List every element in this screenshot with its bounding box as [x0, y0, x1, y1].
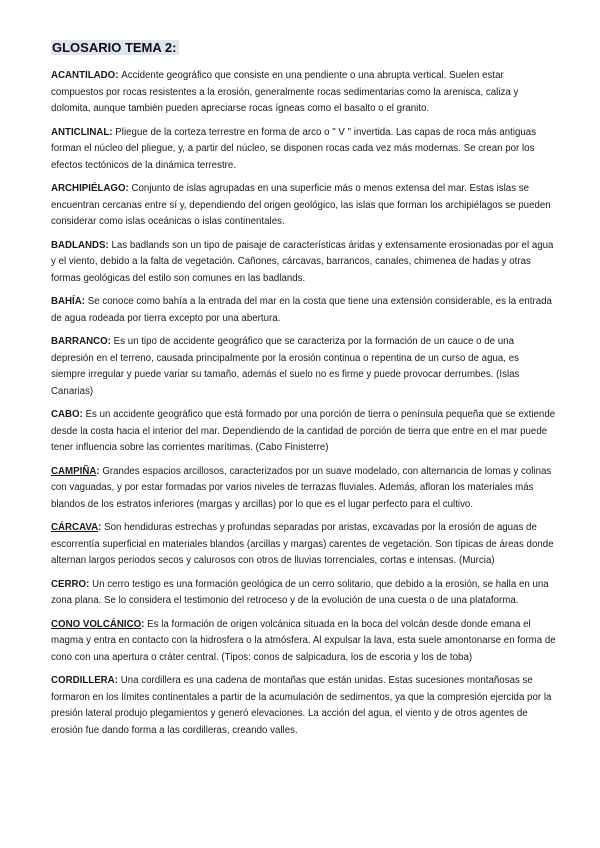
glossary-definition: Accidente geográfico que consiste en una pendiente o una abrupta vertical. Suelen estar compuestos por rocas resistentes a la erosión, generalmente rocas sedimentarias como la arenisca, caliza y dolomita, aunque también pueden apreciarse rocas ígneas como el basalto o el granito. [51, 70, 519, 114]
glossary-entry: BARRANCO: Es un tipo de accidente geográfico que se caracteriza por la formación de un cauce o de una depresión en el terreno, causada principalmente por la erosión continua o repentina de un curso de agua, es siempre irregular y puede variar su tamaño, además el suelo no es firme y puede provocar derrumbes. (Islas Canarias) [51, 336, 520, 397]
glossary-entry: BADLANDS: Las badlands son un tipo de paisaje de características áridas y extensamente erosionadas por el agua y el viento, debido a la falta de vegetación. Cañones, cárcavas, barrancos, canales, chimenea de hadas y otras formas geológicas del estilo son comunes en las badlands. [51, 239, 554, 284]
glossary-term: ACANTILADO [51, 70, 116, 81]
glossary-entry: CAMPIÑA: Grandes espacios arcillosos, caracterizados por un suave modelado, con alternancia de lomas y colinas con vaguadas, y por estar formadas por varios niveles de terrazas fluviales. Además, afloran los materiales más blandos de los estratos inferiores (margas y arcillas) por lo que es el lugar perfecto para el cultivo. [51, 465, 552, 510]
glossary-term: BARRANCO [51, 336, 108, 347]
glossary-entry: ACANTILADO: Accidente geográfico que consiste en una pendiente o una abrupta vertical. Suelen estar compuestos por rocas resistentes a la erosión, generalmente rocas sedimentarias como la arenisca, caliza y dolomita, aunque también pueden apreciarse rocas ígneas como el basalto o el granito. [51, 70, 519, 114]
glossary-definition: Grandes espacios arcillosos, caracterizados por un suave modelado, con alternancia de lomas y colinas con vaguadas, y por estar formadas por varios niveles de terrazas fluviales. Además, afloran los materiales más blandos de los estratos inferiores (margas y arcillas) por lo que es el lugar perfecto para el cultivo. [51, 465, 552, 510]
glossary-term: CAMPIÑA [51, 465, 97, 477]
document-page [51, 39, 556, 746]
glossary-definition: Se conoce como bahía a la entrada del mar en la costa que tiene una extensión considerable, es la entrada de agua rodeada por tierra excepto por una abertura. [51, 296, 552, 324]
glossary-definition: Pliegue de la corteza terrestre en forma de arco o " V " invertida. Las capas de roca más antiguas forman el núcleo del pliegue, y, a partir del núcleo, se disponen rocas cada vez más modernas. Se crean por los efectos tectónicos de la dinámica terrestre. [51, 126, 537, 171]
glossary-definition: Conjunto de islas agrupadas en una superficie más o menos extensa del mar. Estas islas se encuentran cercanas entre sí y, dependiendo del origen geológico, las islas que forman los archipiélagos se pueden considerar como islas oceánicas o islas continentales. [51, 183, 551, 227]
glossary-entry: ANTICLINAL: Pliegue de la corteza terrestre en forma de arco o " V " invertida. Las capas de roca más antiguas forman el núcleo del pliegue, y, a partir del núcleo, se disponen rocas cada vez más modernas. Se crean por los efectos tectónicos de la dinámica terrestre. [51, 126, 537, 171]
glossary-term: CABO [51, 409, 80, 420]
glossary-term: CORDILLERA [51, 675, 115, 686]
glossary-definition: Las badlands son un tipo de paisaje de características áridas y extensamente erosionadas por el agua y el viento, debido a la falta de vegetación. Cañones, cárcavas, barrancos, canales, chimenea de hadas y otras formas geológicas del estilo son comunes en las badlands. [51, 239, 554, 284]
glossary-term: ANTICLINAL [51, 126, 110, 138]
glossary-definition: Son hendiduras estrechas y profundas separadas por aristas, excavadas por la erosión de aguas de escorrentía superficial en materiales blandos (arcillas y margas) carentes de vegetación. Son típicas de áreas donde alternan largos periodos secos y calurosos con otros de lluvias torrenciales, cortas e intensas. (Murcia) [51, 522, 554, 566]
glossary-definition: Es un tipo de accidente geográfico que se caracteriza por la formación de un cauce o de una depresión en el terreno, causada principalmente por la erosión continua o repentina de un curso de agua, es siempre irregular y puede variar su tamaño, además el suelo no es firme y puede provocar derrumbes. (Islas Canarias) [51, 336, 520, 397]
glossary-entry: CORDILLERA: Una cordillera es una cadena de montañas que están unidas. Estas sucesiones montañosas se formaron en los límites continentales a partir de la acumulación de sedimentos, ya que la compresión ejercida por la presión lateral produjo plegamientos y generó elevaciones. La acción del agua, el viento y de otros agentes de erosión fue dando forma a las cordilleras, creando valles. [51, 675, 552, 736]
glossary-entry: BAHÍA: Se conoce como bahía a la entrada del mar en la costa que tiene una extensión considerable, es la entrada de agua rodeada por tierra excepto por una abertura. [51, 296, 552, 324]
glossary-entry: ARCHIPIÉLAGO: Conjunto de islas agrupadas en una superficie más o menos extensa del mar. Estas islas se encuentran cercanas entre sí y, dependiendo del origen geológico, las islas que forman los archipiélagos se pueden considerar como islas oceánicas o islas continentales. [51, 183, 551, 227]
glossary-definition: Un cerro testigo es una formación geológica de un cerro solitario, que debido a la erosión, se halla en una zona plana. Se lo considera el testimonio del retroceso y de la evolución de una cuesta o de una plataforma. [51, 578, 549, 606]
glossary-term: BAHÍA [51, 296, 82, 307]
glossary-definition: Es la formación de origen volcánica situada en la boca del volcán desde donde emana el magma y entra en contacto con la hidrosfera o la atmósfera. Al expulsar la lava, esta suele amontonarse en forma de cono con una apertura o cráter central. (Tipos: conos de salpicadura, los de escoria y los de toba) [51, 618, 556, 663]
glossary-term: CERRO [51, 578, 87, 590]
glossary-entry: CERRO: Un cerro testigo es una formación geológica de un cerro solitario, que debido a la erosión, se halla en una zona plana. Se lo considera el testimonio del retroceso y de la evolución de una cuesta o de una plataforma. [51, 578, 549, 606]
glossary-entry: CONO VOLCÁNICO: Es la formación de origen volcánica situada en la boca del volcán desde donde emana el magma y entra en contacto con la hidrosfera o la atmósfera. Al expulsar la lava, esta suele amontonarse en forma de cono con una apertura o cráter central. (Tipos: conos de salpicadura, los de escoria y los de toba) [51, 618, 556, 663]
document-title: GLOSARIO TEMA 2: [51, 40, 179, 55]
glossary-term: CONO VOLCÁNICO [51, 618, 142, 630]
glossary-list [51, 68, 556, 739]
glossary-term: CÁRCAVA [51, 522, 99, 533]
glossary-term: BADLANDS [51, 239, 106, 251]
glossary-definition: Una cordillera es una cadena de montañas que están unidas. Estas sucesiones montañosas se formaron en los límites continentales a partir de la acumulación de sedimentos, ya que la compresión ejercida por la presión lateral produjo plegamientos y generó elevaciones. La acción del agua, el viento y de otros agentes de erosión fue dando forma a las cordilleras, creando valles. [51, 675, 552, 736]
glossary-entry: CABO: Es un accidente geográfico que está formado por una porción de tierra o península pequeña que se extiende desde la costa hacia el interior del mar. Dependiendo de la cantidad de porción de tierra que entre en el mar puede tener influencia sobre las corrientes marítimas. (Cabo Finisterre) [51, 409, 556, 453]
glossary-definition: Es un accidente geográfico que está formado por una porción de tierra o península pequeña que se extiende desde la costa hacia el interior del mar. Dependiendo de la cantidad de porción de tierra que entre en el mar puede tener influencia sobre las corrientes marítimas. (Cabo Finisterre) [51, 409, 556, 453]
glossary-term: ARCHIPIÉLAGO [51, 183, 126, 194]
glossary-entry: CÁRCAVA: Son hendiduras estrechas y profundas separadas por aristas, excavadas por la erosión de aguas de escorrentía superficial en materiales blandos (arcillas y margas) carentes de vegetación. Son típicas de áreas donde alternan largos periodos secos y calurosos con otros de lluvias torrenciales, cortas e intensas. (Murcia) [51, 522, 554, 566]
